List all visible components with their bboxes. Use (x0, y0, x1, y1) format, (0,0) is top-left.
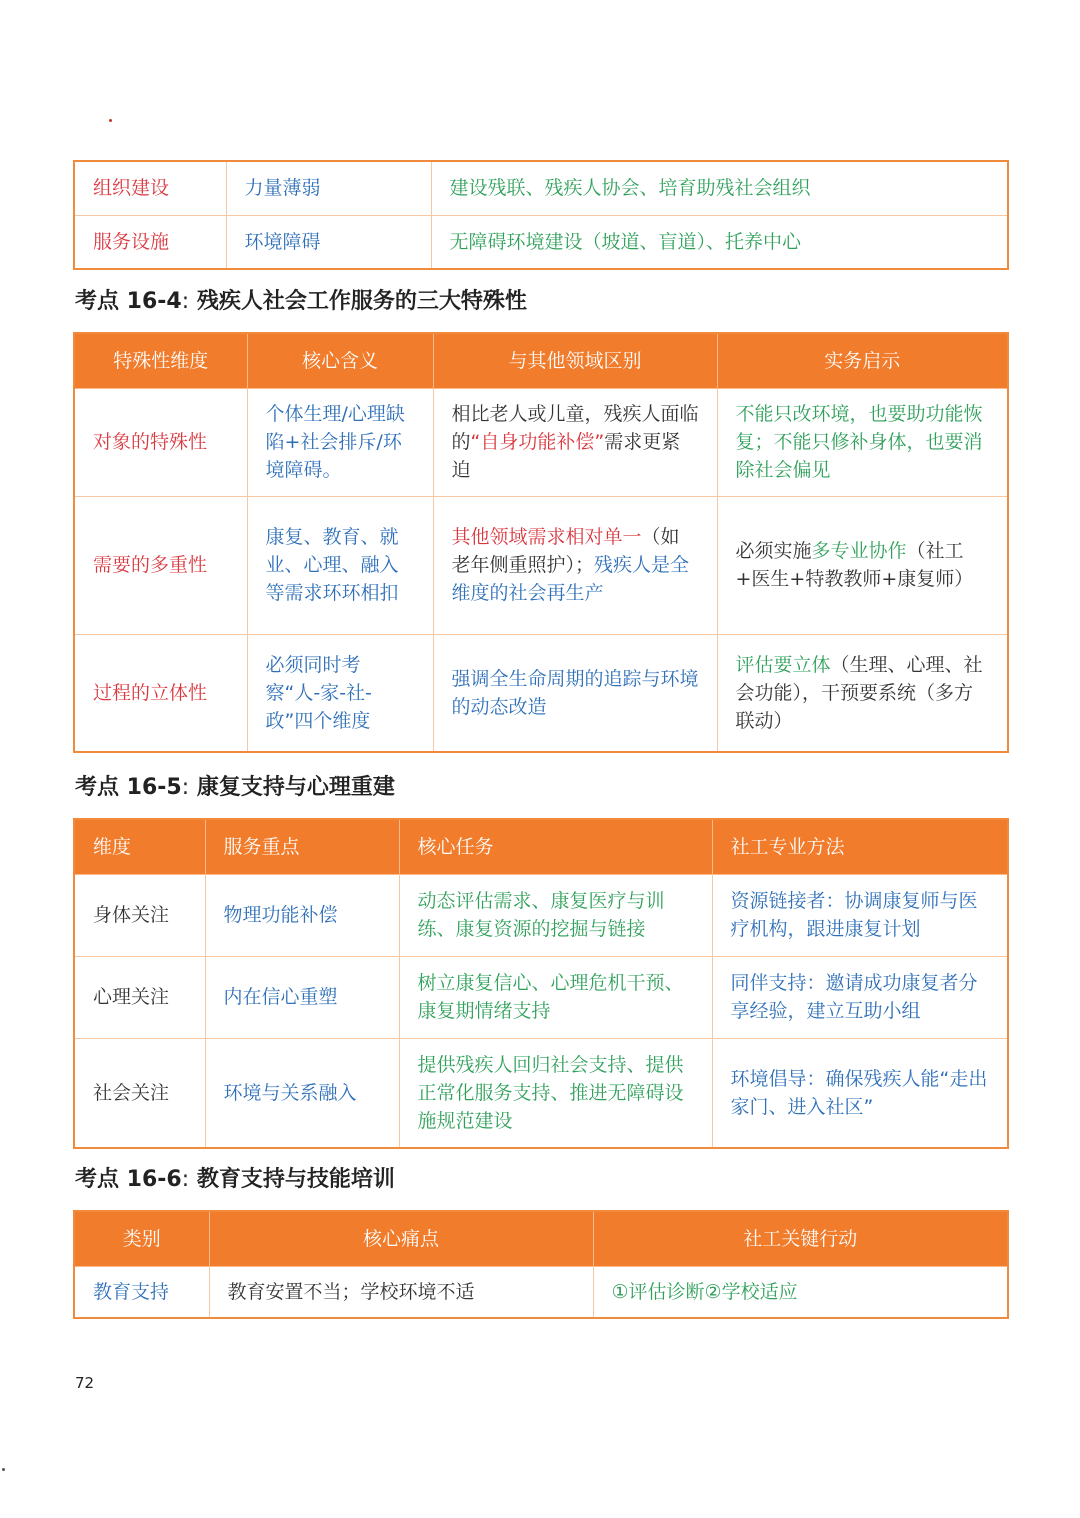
cell-text: （如老年侧重照护）； (451, 526, 680, 576)
table-header-row (74, 1211, 1008, 1266)
cell-text: （生理、心理、社会功能），干预要系统（多方联动） (735, 653, 983, 732)
column-header: 核心任务 (399, 819, 712, 874)
table-cell: 教育支持 (74, 1266, 209, 1318)
decorative-dot (109, 119, 112, 122)
highlight-text: 多专业协作 (811, 540, 907, 562)
section-heading (75, 1164, 395, 1196)
top-table (73, 160, 1009, 270)
table-row (74, 874, 1008, 956)
table-cell: 强调全生命周期的追踪与环境的动态改造 (433, 634, 717, 752)
table-16-5 (73, 818, 1009, 1149)
column-header: 特殊性维度 (74, 333, 247, 388)
table-row (74, 1038, 1008, 1148)
cell-text: 相比老人或儿童，残疾人面临的 (451, 403, 699, 453)
table-cell: 康复、教育、就业、心理、融入等需求环环相扣 (247, 496, 433, 634)
table-cell: 资源链接者：协调康复师与医疗机构，跟进康复计划 (712, 874, 1008, 956)
table-row (74, 161, 1008, 215)
section-code: 考点 16-5 (75, 775, 182, 800)
table-cell: 必须同时考察“人-家-社-政”四个维度 (247, 634, 433, 752)
table-row (74, 215, 1008, 269)
table-row (74, 388, 1008, 496)
table-cell: 不能只改环境，也要助功能恢复；不能只修补身体，也要消除社会偏见 (717, 388, 1008, 496)
column-header: 实务启示 (717, 333, 1008, 388)
table-cell: 过程的立体性 (74, 634, 247, 752)
cell-text: 残疾人是全维度的社会再生产 (451, 554, 690, 604)
table-cell: 需要的多重性 (74, 496, 247, 634)
decorative-dot (2, 1468, 5, 1471)
table-cell (717, 496, 1008, 634)
table-cell: 心理关注 (74, 956, 205, 1038)
highlight-text: “自身功能补偿” (470, 431, 605, 453)
section-separator: : (181, 775, 190, 800)
section-heading (75, 772, 395, 804)
column-header: 社工专业方法 (712, 819, 1008, 874)
section-separator: : (181, 1167, 190, 1192)
highlight-text: 其他领域需求相对单一 (451, 526, 642, 548)
table-16-6 (73, 1210, 1009, 1319)
table-cell: 服务设施 (74, 215, 226, 269)
table-cell (433, 388, 717, 496)
table-row (74, 634, 1008, 752)
section-separator: : (181, 289, 190, 314)
table-cell: 提供残疾人回归社会支持、提供正常化服务支持、推进无障碍设施规范建设 (399, 1038, 712, 1148)
page-number: 72 (75, 1374, 95, 1392)
column-header: 社工关键行动 (593, 1211, 1008, 1266)
column-header: 核心含义 (247, 333, 433, 388)
cell-text: （社工+医生+特教教师+康复师） (735, 540, 974, 590)
table-cell: 动态评估需求、康复医疗与训练、康复资源的挖掘与链接 (399, 874, 712, 956)
table-cell: 树立康复信心、心理危机干预、康复期情绪支持 (399, 956, 712, 1038)
table-cell: 环境障碍 (226, 215, 431, 269)
highlight-text: 评估要立体 (735, 653, 831, 676)
section-code: 考点 16-4 (75, 289, 182, 314)
table-cell: 无障碍环境建设（坡道、盲道）、托养中心 (431, 215, 1008, 269)
table-16-4 (73, 332, 1009, 753)
column-header: 维度 (74, 819, 205, 874)
table-cell: 身体关注 (74, 874, 205, 956)
table-header-row (74, 819, 1008, 874)
column-header: 类别 (74, 1211, 209, 1266)
table-header-row (74, 333, 1008, 388)
cell-text: 需求更紧迫 (451, 431, 681, 481)
section-title: 残疾人社会工作服务的三大特殊性 (196, 289, 527, 314)
table-cell: 同伴支持：邀请成功康复者分享经验，建立互助小组 (712, 956, 1008, 1038)
table-cell (717, 634, 1008, 752)
table-cell: 社会关注 (74, 1038, 205, 1148)
table-cell: 教育安置不当；学校环境不适 (209, 1266, 593, 1318)
table-cell: 对象的特殊性 (74, 388, 247, 496)
table-cell: 环境与关系融入 (205, 1038, 399, 1148)
column-header: 核心痛点 (209, 1211, 593, 1266)
table-cell: 组织建设 (74, 161, 226, 215)
table-cell: 物理功能补偿 (205, 874, 399, 956)
table-cell (433, 496, 717, 634)
section-title: 康复支持与心理重建 (196, 775, 395, 800)
section-heading (75, 286, 527, 318)
table-row (74, 956, 1008, 1038)
table-cell: 建设残联、残疾人协会、培育助残社会组织 (431, 161, 1008, 215)
table-cell: 环境倡导：确保残疾人能“走出家门、进入社区” (712, 1038, 1008, 1148)
table-cell: ①评估诊断②学校适应 (593, 1266, 1008, 1318)
table-cell: 个体生理/心理缺陷+社会排斥/环境障碍。 (247, 388, 433, 496)
column-header: 与其他领域区别 (433, 333, 717, 388)
section-code: 考点 16-6 (75, 1167, 182, 1192)
table-row (74, 496, 1008, 634)
section-title: 教育支持与技能培训 (196, 1167, 395, 1192)
table-cell: 内在信心重塑 (205, 956, 399, 1038)
column-header: 服务重点 (205, 819, 399, 874)
table-cell: 力量薄弱 (226, 161, 431, 215)
table-row (74, 1266, 1008, 1318)
cell-text: 必须实施 (735, 540, 812, 562)
